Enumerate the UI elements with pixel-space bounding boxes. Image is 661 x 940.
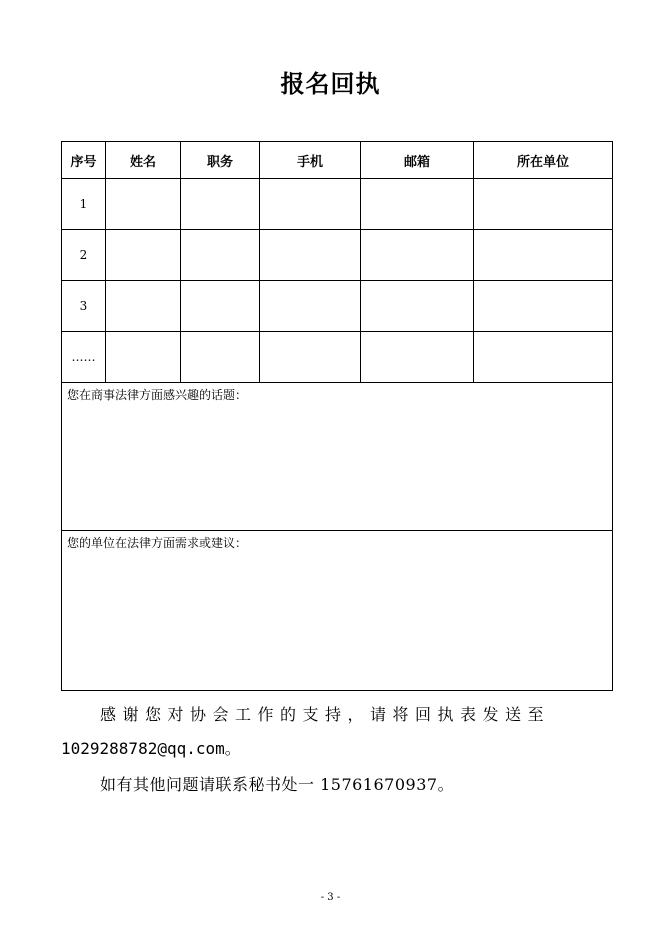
header-name: 姓名 xyxy=(106,142,181,179)
cell-email[interactable] xyxy=(361,332,474,383)
table-row xyxy=(62,281,613,332)
header-index: 序号 xyxy=(62,142,106,179)
registration-form-table xyxy=(61,141,613,691)
cell-position[interactable] xyxy=(181,179,260,230)
page-number: - 3 - xyxy=(320,892,341,903)
cell-name[interactable] xyxy=(106,230,181,281)
cell-position[interactable] xyxy=(181,332,260,383)
row-index: 1 xyxy=(62,179,106,230)
cell-position[interactable] xyxy=(181,281,260,332)
topics-row xyxy=(62,383,613,531)
advice-row xyxy=(62,531,613,691)
topics-label: 您在商事法律方面感兴趣的话题： xyxy=(67,388,248,402)
contact-phone-paragraph: 如有其他问题请联系秘书处一 15761670937。 xyxy=(100,775,455,794)
cell-email[interactable] xyxy=(361,230,474,281)
cell-phone[interactable] xyxy=(260,281,361,332)
document-title: 报名回执 xyxy=(280,69,381,98)
row-index: …… xyxy=(62,332,106,383)
cell-unit[interactable] xyxy=(474,230,613,281)
header-unit: 所在单位 xyxy=(474,142,613,179)
cell-email[interactable] xyxy=(361,179,474,230)
advice-field[interactable] xyxy=(62,531,613,691)
header-position: 职务 xyxy=(181,142,260,179)
table-header-row xyxy=(62,142,613,179)
cell-name[interactable] xyxy=(106,281,181,332)
topics-field[interactable] xyxy=(62,383,613,531)
cell-phone[interactable] xyxy=(260,179,361,230)
cell-name[interactable] xyxy=(106,179,181,230)
cell-phone[interactable] xyxy=(260,332,361,383)
row-index: 3 xyxy=(62,281,106,332)
header-email: 邮箱 xyxy=(361,142,474,179)
cell-phone[interactable] xyxy=(260,230,361,281)
cell-unit[interactable] xyxy=(474,332,613,383)
cell-position[interactable] xyxy=(181,230,260,281)
row-index: 2 xyxy=(62,230,106,281)
cell-unit[interactable] xyxy=(474,281,613,332)
table-row xyxy=(62,230,613,281)
cell-unit[interactable] xyxy=(474,179,613,230)
table-row xyxy=(62,332,613,383)
contact-email: 1029288782@qq.com。 xyxy=(61,739,241,758)
header-phone: 手机 xyxy=(260,142,361,179)
cell-email[interactable] xyxy=(361,281,474,332)
cell-name[interactable] xyxy=(106,332,181,383)
table-row xyxy=(62,179,613,230)
thanks-paragraph: 感谢您对协会工作的支持，请将回执表发送至 xyxy=(100,705,551,724)
advice-label: 您的单位在法律方面需求或建议： xyxy=(67,536,248,550)
